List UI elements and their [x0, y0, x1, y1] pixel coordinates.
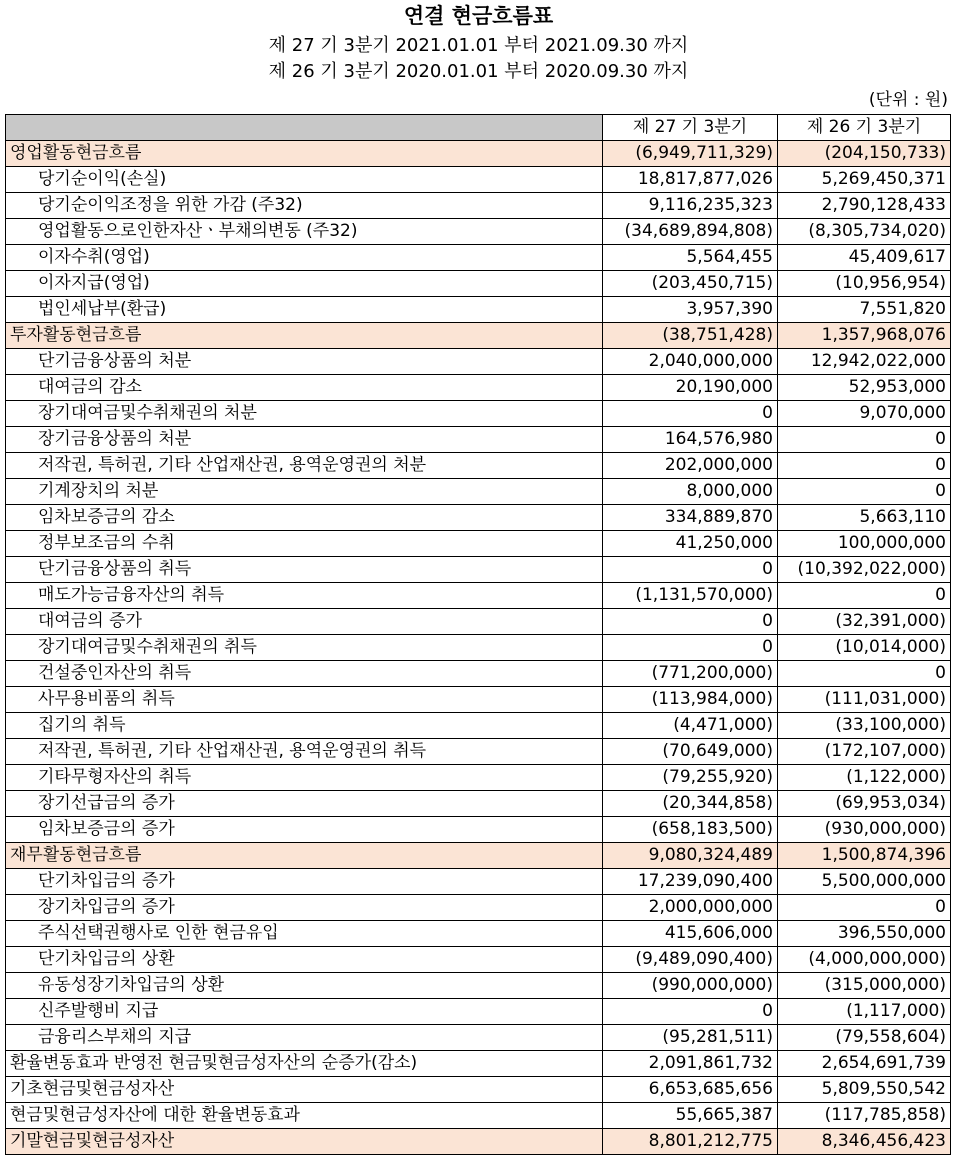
prior-period-value: 0	[778, 427, 951, 453]
table-row	[6, 713, 951, 739]
row-label: 단기금융상품의 취득	[6, 557, 603, 583]
table-row	[6, 1103, 951, 1129]
prior-period-value: 12,942,022,000	[778, 349, 951, 375]
table-row	[6, 245, 951, 271]
row-label: 유동성장기차입금의 상환	[6, 973, 603, 999]
prior-period-value: 100,000,000	[778, 531, 951, 557]
row-label: 기말현금및현금성자산	[6, 1129, 603, 1155]
header-blank	[6, 115, 603, 141]
current-period-value: 2,040,000,000	[603, 349, 778, 375]
table-row	[6, 427, 951, 453]
table-row	[6, 219, 951, 245]
period-current: 제 27 기 3분기 2021.01.01 부터 2021.09.30 까지	[268, 35, 689, 56]
prior-period-value: (69,953,034)	[778, 791, 951, 817]
prior-period-value: (1,122,000)	[778, 765, 951, 791]
prior-period-value: 5,500,000,000	[778, 869, 951, 895]
current-period-value: 0	[603, 609, 778, 635]
prior-period-value: (172,107,000)	[778, 739, 951, 765]
statement-title: 연결 현금흐름표	[403, 4, 554, 28]
current-period-value: (34,689,894,808)	[603, 219, 778, 245]
header-current-period: 제 27 기 3분기	[603, 115, 778, 141]
row-label: 주식선택권행사로 인한 현금유입	[6, 921, 603, 947]
prior-period-value: 1,357,968,076	[778, 323, 951, 349]
prior-period-value: 2,654,691,739	[778, 1051, 951, 1077]
table-row	[6, 765, 951, 791]
prior-period-value: 52,953,000	[778, 375, 951, 401]
row-label: 기계장치의 처분	[6, 479, 603, 505]
table-row	[6, 973, 951, 999]
row-label: 장기금융상품의 처분	[6, 427, 603, 453]
row-label: 매도가능금융자산의 취득	[6, 583, 603, 609]
current-period-value: 6,653,685,656	[603, 1077, 778, 1103]
current-period-value: (38,751,428)	[603, 323, 778, 349]
current-period-value: 3,957,390	[603, 297, 778, 323]
table-row	[6, 557, 951, 583]
row-label: 당기순이익(손실)	[6, 167, 603, 193]
table-row	[6, 297, 951, 323]
current-period-value: 0	[603, 635, 778, 661]
row-label: 법인세납부(환급)	[6, 297, 603, 323]
row-label: 현금및현금성자산에 대한 환율변동효과	[6, 1103, 603, 1129]
table-row	[6, 635, 951, 661]
prior-period-value: 45,409,617	[778, 245, 951, 271]
table-row	[6, 479, 951, 505]
table-row	[6, 817, 951, 843]
current-period-value: 20,190,000	[603, 375, 778, 401]
row-label: 건설중인자산의 취득	[6, 661, 603, 687]
current-period-value: 8,000,000	[603, 479, 778, 505]
prior-period-value: (33,100,000)	[778, 713, 951, 739]
header-prior-period: 제 26 기 3분기	[778, 115, 951, 141]
table-row	[6, 869, 951, 895]
row-label: 이자지급(영업)	[6, 271, 603, 297]
table-row	[6, 687, 951, 713]
current-period-value: (4,471,000)	[603, 713, 778, 739]
prior-period-value: 396,550,000	[778, 921, 951, 947]
row-label: 대여금의 증가	[6, 609, 603, 635]
row-label: 재무활동현금흐름	[6, 843, 603, 869]
table-row	[6, 947, 951, 973]
current-period-value: 55,665,387	[603, 1103, 778, 1129]
table-row	[6, 349, 951, 375]
prior-period-value: (204,150,733)	[778, 141, 951, 167]
table-row	[6, 401, 951, 427]
current-period-value: 9,116,235,323	[603, 193, 778, 219]
prior-period-value: 5,269,450,371	[778, 167, 951, 193]
prior-period-value: (930,000,000)	[778, 817, 951, 843]
row-label: 기타무형자산의 취득	[6, 765, 603, 791]
current-period-value: (9,489,090,400)	[603, 947, 778, 973]
row-label: 단기차입금의 상환	[6, 947, 603, 973]
current-period-value: (70,649,000)	[603, 739, 778, 765]
unit-label: (단위 : 원)	[868, 90, 948, 110]
current-period-value: 8,801,212,775	[603, 1129, 778, 1155]
row-label: 저작권, 특허권, 기타 산업재산권, 용역운영권의 취득	[6, 739, 603, 765]
prior-period-value: 9,070,000	[778, 401, 951, 427]
current-period-value: (20,344,858)	[603, 791, 778, 817]
table-header-row	[6, 115, 951, 141]
prior-period-value: (315,000,000)	[778, 973, 951, 999]
current-period-value: 334,889,870	[603, 505, 778, 531]
row-label: 임차보증금의 증가	[6, 817, 603, 843]
row-label: 집기의 취득	[6, 713, 603, 739]
table-row	[6, 141, 951, 167]
prior-period-value: 0	[778, 453, 951, 479]
current-period-value: (203,450,715)	[603, 271, 778, 297]
current-period-value: 2,091,861,732	[603, 1051, 778, 1077]
table-row	[6, 167, 951, 193]
table-row	[6, 739, 951, 765]
current-period-value: 0	[603, 999, 778, 1025]
row-label: 임차보증금의 감소	[6, 505, 603, 531]
prior-period-value: (32,391,000)	[778, 609, 951, 635]
prior-period-value: (1,117,000)	[778, 999, 951, 1025]
prior-period-value: (111,031,000)	[778, 687, 951, 713]
table-row	[6, 453, 951, 479]
current-period-value: 5,564,455	[603, 245, 778, 271]
table-row	[6, 505, 951, 531]
row-label: 당기순이익조정을 위한 가감 (주32)	[6, 193, 603, 219]
current-period-value: 2,000,000,000	[603, 895, 778, 921]
table-row	[6, 921, 951, 947]
table-row	[6, 271, 951, 297]
prior-period-value: (8,305,734,020)	[778, 219, 951, 245]
cash-flow-table	[5, 114, 951, 1155]
prior-period-value: 0	[778, 479, 951, 505]
row-label: 영업활동으로인한자산ㆍ부채의변동 (주32)	[6, 219, 603, 245]
current-period-value: (658,183,500)	[603, 817, 778, 843]
row-label: 장기선급금의 증가	[6, 791, 603, 817]
row-label: 신주발행비 지급	[6, 999, 603, 1025]
row-label: 영업활동현금흐름	[6, 141, 603, 167]
row-label: 환율변동효과 반영전 현금및현금성자산의 순증가(감소)	[6, 1051, 603, 1077]
current-period-value: 17,239,090,400	[603, 869, 778, 895]
current-period-value: (771,200,000)	[603, 661, 778, 687]
prior-period-value: 0	[778, 661, 951, 687]
table-row	[6, 1077, 951, 1103]
row-label: 단기차입금의 증가	[6, 869, 603, 895]
row-label: 이자수취(영업)	[6, 245, 603, 271]
prior-period-value: 5,809,550,542	[778, 1077, 951, 1103]
table-row	[6, 583, 951, 609]
table-row	[6, 1051, 951, 1077]
table-row	[6, 375, 951, 401]
current-period-value: 202,000,000	[603, 453, 778, 479]
row-label: 투자활동현금흐름	[6, 323, 603, 349]
table-row	[6, 193, 951, 219]
current-period-value: (113,984,000)	[603, 687, 778, 713]
prior-period-value: 2,790,128,433	[778, 193, 951, 219]
current-period-value: (6,949,711,329)	[603, 141, 778, 167]
table-row	[6, 531, 951, 557]
table-row	[6, 1025, 951, 1051]
prior-period-value: (4,000,000,000)	[778, 947, 951, 973]
prior-period-value: (79,558,604)	[778, 1025, 951, 1051]
period-prior: 제 26 기 3분기 2020.01.01 부터 2020.09.30 까지	[268, 61, 689, 82]
table-row	[6, 661, 951, 687]
prior-period-value: (117,785,858)	[778, 1103, 951, 1129]
row-label: 장기대여금및수취채권의 처분	[6, 401, 603, 427]
table-row	[6, 999, 951, 1025]
table-row	[6, 843, 951, 869]
current-period-value: (79,255,920)	[603, 765, 778, 791]
row-label: 정부보조금의 수취	[6, 531, 603, 557]
row-label: 단기금융상품의 처분	[6, 349, 603, 375]
prior-period-value: 0	[778, 895, 951, 921]
current-period-value: 415,606,000	[603, 921, 778, 947]
row-label: 장기차입금의 증가	[6, 895, 603, 921]
table-row	[6, 609, 951, 635]
table-row	[6, 323, 951, 349]
prior-period-value: (10,392,022,000)	[778, 557, 951, 583]
current-period-value: 0	[603, 557, 778, 583]
row-label: 저작권, 특허권, 기타 산업재산권, 용역운영권의 처분	[6, 453, 603, 479]
current-period-value: 0	[603, 401, 778, 427]
prior-period-value: 1,500,874,396	[778, 843, 951, 869]
prior-period-value: 8,346,456,423	[778, 1129, 951, 1155]
current-period-value: 9,080,324,489	[603, 843, 778, 869]
current-period-value: (1,131,570,000)	[603, 583, 778, 609]
current-period-value: 18,817,877,026	[603, 167, 778, 193]
row-label: 대여금의 감소	[6, 375, 603, 401]
table-row	[6, 1129, 951, 1155]
row-label: 장기대여금및수취채권의 취득	[6, 635, 603, 661]
table-row	[6, 791, 951, 817]
prior-period-value: 0	[778, 583, 951, 609]
prior-period-value: 7,551,820	[778, 297, 951, 323]
current-period-value: (990,000,000)	[603, 973, 778, 999]
current-period-value: 41,250,000	[603, 531, 778, 557]
current-period-value: (95,281,511)	[603, 1025, 778, 1051]
prior-period-value: (10,956,954)	[778, 271, 951, 297]
row-label: 사무용비품의 취득	[6, 687, 603, 713]
current-period-value: 164,576,980	[603, 427, 778, 453]
prior-period-value: 5,663,110	[778, 505, 951, 531]
row-label: 기초현금및현금성자산	[6, 1077, 603, 1103]
row-label: 금융리스부채의 지급	[6, 1025, 603, 1051]
prior-period-value: (10,014,000)	[778, 635, 951, 661]
table-row	[6, 895, 951, 921]
